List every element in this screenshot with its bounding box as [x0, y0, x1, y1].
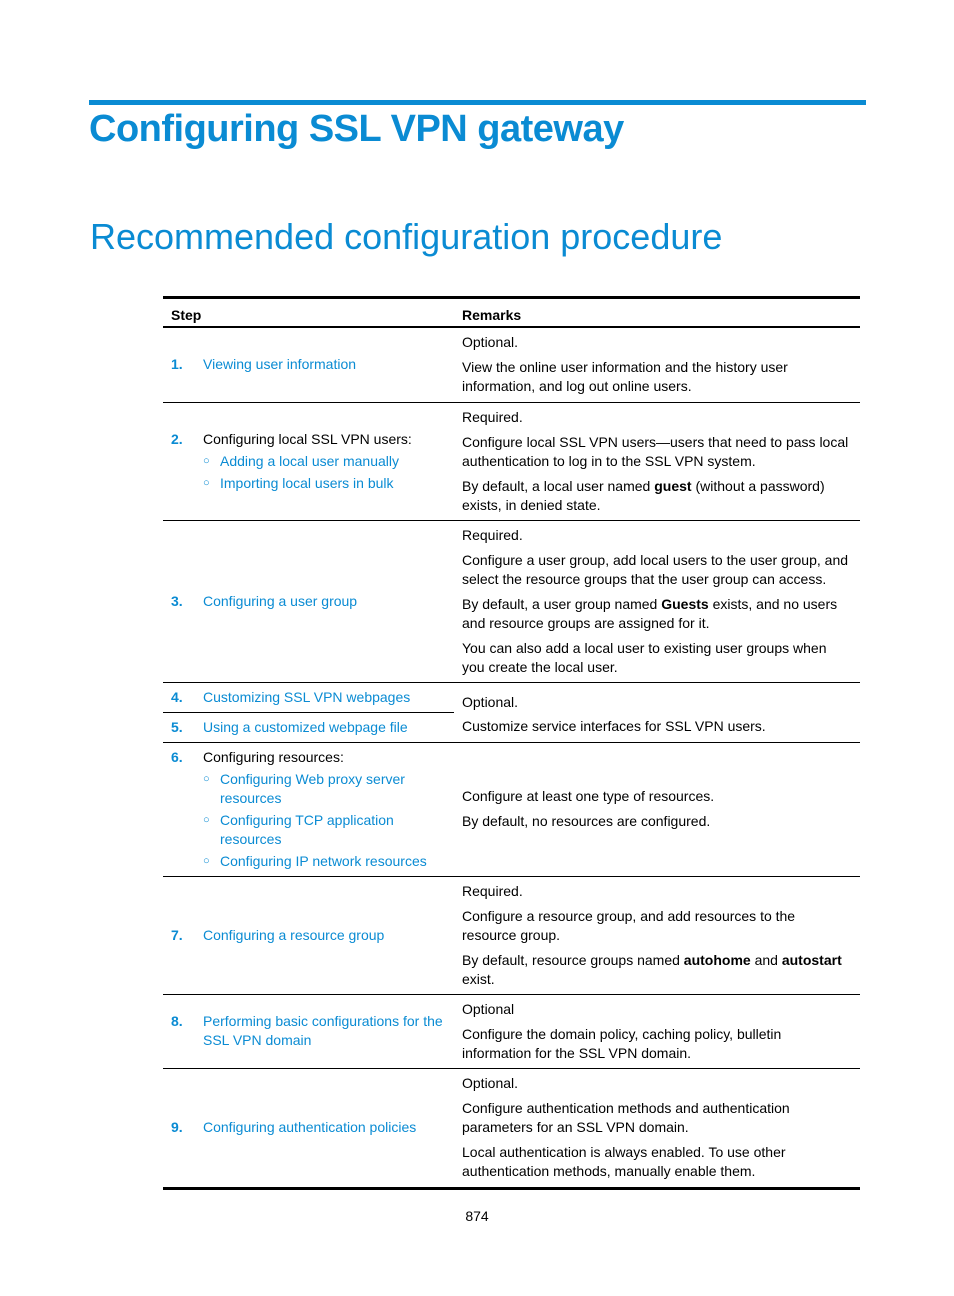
step-link-customizing-webpages[interactable]: Customizing SSL VPN webpages — [203, 688, 411, 705]
bold-term: guest — [654, 477, 692, 494]
step-link-viewing-user-information[interactable]: Viewing user information — [203, 356, 357, 373]
table-row — [163, 742, 860, 876]
table-row — [163, 520, 860, 682]
remark-text: Required. — [462, 882, 523, 899]
step-label: Configuring resources: — [203, 748, 344, 765]
sub-link-tcp-application-resources[interactable]: Configuring TCP application resources — [220, 811, 394, 847]
step-cell — [163, 994, 454, 1068]
remark-text: Configure the domain policy, caching policy, bulletin information for the SSL VPN domain. — [462, 1025, 782, 1061]
remark-text: By default, resource groups named autohome and autostart exist. — [462, 951, 842, 987]
remark-text: Optional. — [462, 334, 519, 351]
remarks-cell — [454, 742, 860, 876]
step-cell — [163, 327, 454, 402]
step-number: 5. — [171, 718, 183, 735]
table-row — [163, 712, 860, 742]
remark-text: Configure local SSL VPN users—users that need to pass local authentication to log in to the SSL VPN system. — [462, 433, 849, 469]
remark-text: Required. — [462, 408, 523, 425]
table-row — [163, 402, 860, 520]
remarks-cell — [454, 682, 860, 712]
step-cell — [163, 682, 454, 712]
step-cell — [163, 1068, 454, 1188]
step-cell — [163, 876, 454, 994]
page-number: 874 — [465, 1208, 489, 1224]
remarks-cell — [454, 402, 860, 520]
remark-text: By default, a user group named Guests exists, and no users and resource groups are assigned for it. — [462, 595, 838, 631]
bold-term: Guests — [661, 595, 709, 612]
sub-link-ip-network-resources[interactable]: Configuring IP network resources — [220, 852, 427, 869]
step-link-configuring-user-group[interactable]: Configuring a user group — [203, 592, 358, 609]
remark-text: Optional. — [462, 1075, 519, 1091]
circle-bullet-icon: ○ — [203, 454, 210, 467]
circle-bullet-icon: ○ — [203, 813, 210, 826]
remark-text: Configure at least one type of resources. — [462, 788, 715, 804]
step-cell — [163, 742, 454, 876]
circle-bullet-icon: ○ — [203, 772, 210, 785]
step-link-basic-configurations-domain[interactable]: Performing basic configurations for the SSL VPN domain — [203, 1013, 443, 1048]
step-number: 9. — [171, 1119, 183, 1135]
table-row — [163, 327, 860, 402]
table-header-row — [163, 298, 860, 328]
sub-link-importing-local-users[interactable]: Importing local users in bulk — [220, 474, 394, 491]
remark-text: Optional — [462, 1000, 515, 1017]
table-row — [163, 994, 860, 1068]
step-number: 2. — [171, 430, 183, 447]
sub-link-web-proxy-resources[interactable]: Configuring Web proxy server resources — [220, 770, 405, 806]
bold-term: autohome — [683, 951, 751, 968]
table-row — [163, 1068, 860, 1188]
bold-term: autostart — [781, 951, 842, 968]
sub-step-item — [203, 770, 446, 808]
remark-text: Local authentication is always enabled. To use other authentication methods, manually enable them. — [462, 1144, 786, 1179]
sub-step-item — [203, 811, 446, 849]
circle-bullet-icon: ○ — [203, 476, 210, 489]
header-remarks: Remarks — [454, 298, 860, 328]
step-label: Configuring local SSL VPN users: — [203, 430, 412, 447]
table-row — [163, 876, 860, 994]
remarks-cell — [454, 876, 860, 994]
chapter-title: Configuring SSL VPN gateway — [89, 108, 624, 150]
step-number: 7. — [171, 926, 183, 943]
step-cell — [163, 402, 454, 520]
section-title: Recommended configuration procedure — [90, 216, 723, 257]
step-number: 6. — [171, 748, 183, 765]
step-link-authentication-policies[interactable]: Configuring authentication policies — [203, 1119, 417, 1135]
step-number: 1. — [171, 356, 183, 373]
remarks-cell — [454, 994, 860, 1068]
remark-text: Configure a user group, add local users to the user group, and select the resource groups that the user group can access. — [462, 551, 849, 587]
remark-text: Optional. — [462, 694, 519, 710]
remarks-cell — [454, 520, 860, 682]
remarks-cell — [454, 712, 860, 742]
step-link-customized-webpage-file[interactable]: Using a customized webpage file — [203, 718, 408, 735]
remarks-cell — [454, 1068, 860, 1188]
procedure-table — [163, 296, 860, 1190]
step-cell — [163, 520, 454, 682]
remark-text: Configure a resource group, and add resources to the resource group. — [462, 907, 796, 943]
step-cell — [163, 712, 454, 742]
remark-text: You can also add a local user to existing user groups when you create the local user. — [462, 639, 827, 675]
header-step: Step — [163, 298, 454, 328]
sub-step-list — [171, 452, 446, 493]
remark-text: By default, a local user named guest (without a password) exists, in denied state. — [462, 477, 825, 513]
remark-text: Customize service interfaces for SSL VPN users. — [462, 718, 766, 735]
remark-text: By default, no resources are configured. — [462, 813, 711, 829]
remark-text: Configure authentication methods and authentication parameters for an SSL VPN domain. — [462, 1100, 790, 1135]
step-link-configuring-resource-group[interactable]: Configuring a resource group — [203, 926, 385, 943]
chapter-rule — [89, 100, 866, 105]
remark-text: Required. — [462, 526, 523, 543]
sub-step-item — [203, 474, 446, 493]
sub-step-item — [203, 852, 446, 871]
sub-step-item — [203, 452, 446, 471]
remark-text: View the online user information and the history user information, and log out online users. — [462, 359, 788, 395]
table-row — [163, 682, 860, 712]
remarks-cell — [454, 327, 860, 402]
step-number: 3. — [171, 592, 183, 609]
circle-bullet-icon: ○ — [203, 854, 210, 867]
sub-step-list — [171, 770, 446, 871]
sub-link-adding-local-user[interactable]: Adding a local user manually — [220, 452, 399, 469]
step-number: 4. — [171, 688, 183, 705]
step-number: 8. — [171, 1013, 183, 1029]
